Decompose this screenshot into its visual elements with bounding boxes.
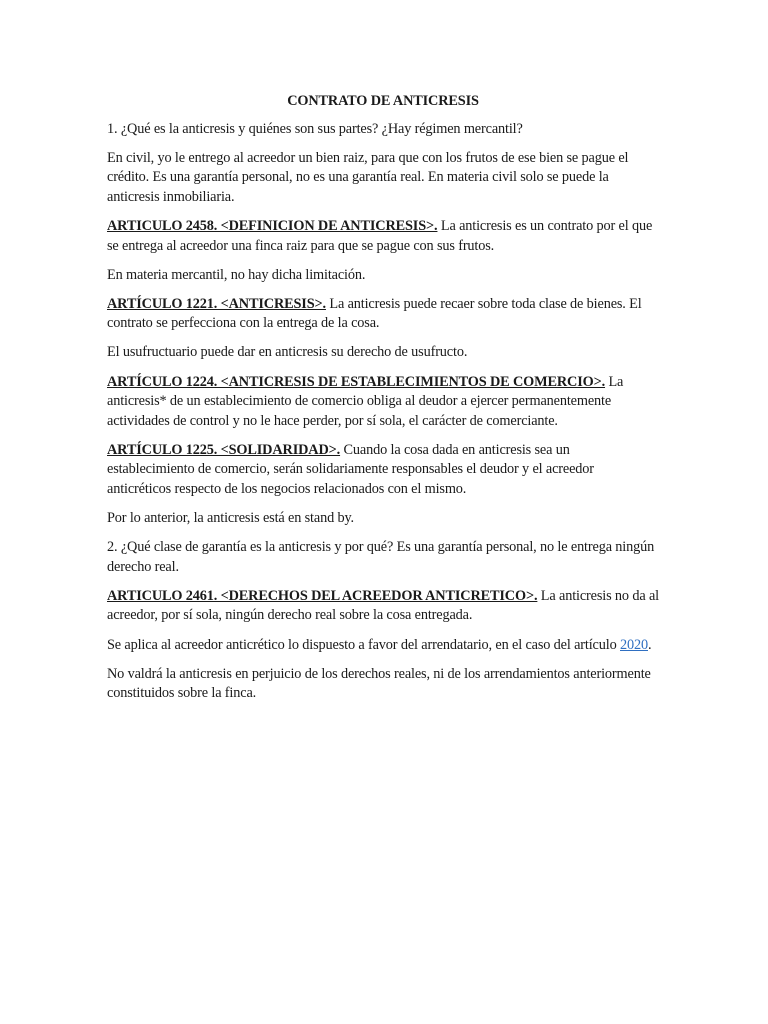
paragraph-no-valdra: No valdrá la anticresis en perjuicio de los derechos reales, ni de los arrendamientos anteriormente constituidos sobre la finca.	[107, 665, 651, 702]
article-1225	[107, 441, 659, 500]
article-2461	[107, 587, 659, 626]
article-1224-heading: ARTÍCULO 1224. <ANTICRESIS DE ESTABLECIMIENTOS DE COMERCIO>.	[107, 373, 606, 390]
article-2458	[107, 217, 659, 256]
page-title: CONTRATO DE ANTICRESIS	[287, 93, 479, 109]
paragraph-acreedor-text: Se aplica al acreedor anticrético lo dispuesto a favor del arrendatario, en el caso del artículo	[107, 636, 620, 653]
paragraph-acreedor-end: .	[648, 636, 652, 653]
article-1221-text: La anticresis puede recaer sobre toda clase de bienes. El contrato se perfecciona con la entrega de la cosa.	[107, 295, 642, 332]
article-1225-heading: ARTÍCULO 1225. <SOLIDARIDAD>.	[107, 441, 341, 458]
article-2461-text: La anticresis no da al acreedor, por sí sola, ningún derecho real sobre la cosa entregada.	[107, 587, 659, 624]
article-2020-link[interactable]: 2020	[620, 636, 648, 653]
article-2458-heading: ARTICULO 2458. <DEFINICION DE ANTICRESIS>.	[107, 217, 438, 234]
article-1224-text: La anticresis* de un establecimiento de comercio obliga al deudor a ejercer permanentemente actividades de control y no le hace perder, por sí sola, el carácter de comerciante.	[107, 373, 624, 429]
paragraph-mercantil: En materia mercantil, no hay dicha limitación.	[107, 266, 366, 283]
article-1221-heading: ARTÍCULO 1221. <ANTICRESIS>.	[107, 295, 326, 312]
article-2458-text: La anticresis es un contrato por el que se entrega al acreedor una finca raiz para que se pague con sus frutos.	[107, 217, 653, 254]
article-2461-heading: ARTICULO 2461. <DERECHOS DEL ACREEDOR ANTICRETICO>.	[107, 587, 538, 604]
paragraph-civil: En civil, yo le entrego al acreedor un bien raiz, para que con los frutos de ese bien se pague el crédito. Es una garantía personal, no es una garantía real. En materia civil solo se puede la anticresis inmobiliaria.	[107, 149, 629, 205]
document-body	[107, 92, 659, 713]
question-2: 2. ¿Qué clase de garantía es la anticresis y por qué? Es una garantía personal, no le entrega ningún derecho real.	[107, 539, 655, 575]
paragraph-stand-by: Por lo anterior, la anticresis está en stand by.	[107, 510, 354, 527]
article-1225-text: Cuando la cosa dada en anticresis sea un establecimiento de comercio, serán solidariamente responsables el deudor y el acreedor anticréticos respecto de los negocios relacionados con el mismo.	[107, 441, 594, 497]
paragraph-acreedor	[107, 636, 659, 656]
article-1221	[107, 295, 659, 334]
question-1: 1. ¿Qué es la anticresis y quiénes son sus partes? ¿Hay régimen mercantil?	[107, 120, 523, 137]
article-1224	[107, 373, 659, 432]
paragraph-usufructuario: El usufructuario puede dar en anticresis su derecho de usufructo.	[107, 344, 468, 361]
